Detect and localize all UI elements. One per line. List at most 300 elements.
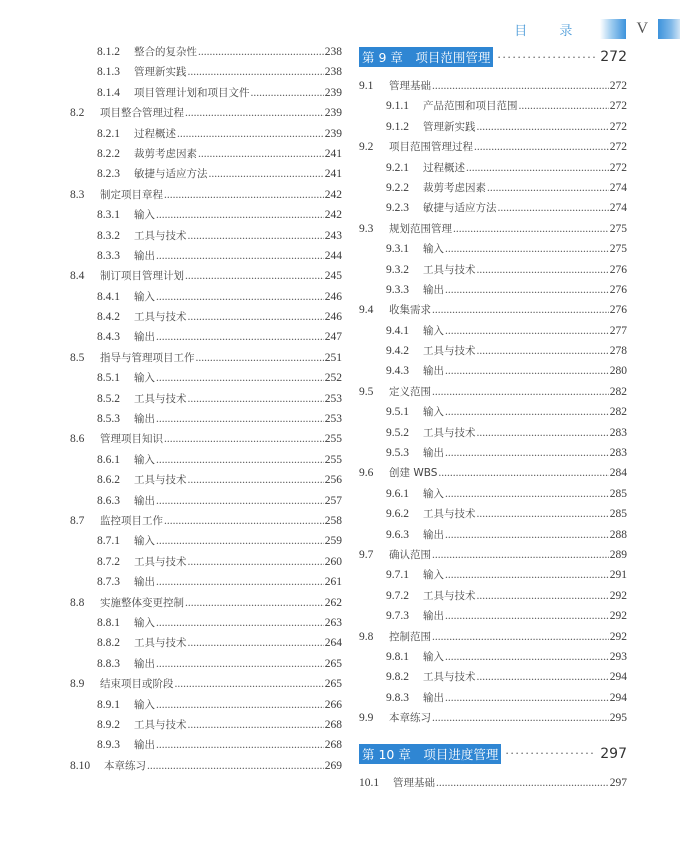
- section-number: 8.4.2: [97, 311, 120, 324]
- toc-entry[interactable]: [70, 431, 342, 451]
- leader-dots: [156, 331, 324, 343]
- section-page: 268: [324, 718, 342, 731]
- section-title: 工具与技术: [134, 229, 187, 242]
- section-title: 输出: [134, 249, 155, 262]
- leader-dots: [188, 311, 324, 323]
- leader-dots: [477, 264, 609, 276]
- section-title: 管理基础: [389, 80, 431, 92]
- toc-entry[interactable]: [359, 567, 627, 587]
- section-number: 9.2.2: [386, 181, 409, 194]
- section-page: 272: [609, 120, 627, 133]
- section-number: 9.1.2: [386, 120, 409, 133]
- chapter-page: 297: [600, 745, 627, 762]
- section-page: 283: [609, 426, 627, 439]
- leader-dots: [445, 569, 609, 581]
- section-page: 272: [609, 100, 627, 113]
- toc-entry[interactable]: [70, 697, 342, 717]
- section-title: 输出: [423, 283, 444, 296]
- section-title: 制订项目管理计划: [100, 270, 184, 283]
- section-page: 259: [324, 535, 342, 548]
- section-page: 239: [324, 127, 342, 140]
- toc-entry[interactable]: [70, 595, 342, 615]
- section-title: 输出: [134, 576, 155, 589]
- section-title: 产品范围和项目范围: [423, 100, 518, 113]
- section-title: 工具与技术: [134, 718, 187, 731]
- leader-dots: [156, 291, 324, 303]
- leader-dots: [188, 556, 324, 568]
- section-page: 261: [324, 576, 342, 589]
- toc-entry[interactable]: [70, 370, 342, 390]
- leader-dots: [432, 80, 609, 92]
- toc-entry[interactable]: [70, 44, 342, 64]
- section-number: 9.2.1: [386, 161, 409, 174]
- leader-dots: [196, 352, 324, 364]
- section-title: 整合的复杂性: [134, 46, 197, 58]
- chapter-10-heading[interactable]: [359, 743, 627, 765]
- section-title: 输入: [134, 616, 155, 629]
- section-number: 9.8.3: [386, 691, 409, 704]
- toc-entry[interactable]: [359, 465, 627, 485]
- section-number: 9.9: [359, 712, 374, 725]
- leader-dots: [432, 304, 609, 316]
- leader-dots: [519, 100, 609, 112]
- section-page: 276: [609, 304, 627, 317]
- section-page: 292: [609, 589, 627, 602]
- leader-dots: [156, 495, 324, 507]
- section-number: 9.6: [359, 467, 374, 480]
- toc-entry[interactable]: [70, 635, 342, 655]
- section-page: 275: [609, 222, 627, 235]
- leader-dots: [156, 576, 324, 588]
- toc-entry[interactable]: [359, 384, 627, 404]
- toc-entry[interactable]: [70, 758, 342, 778]
- header-decoration-right: [658, 19, 680, 39]
- leader-dots: [188, 474, 324, 486]
- toc-entry[interactable]: [70, 350, 342, 370]
- section-title: 输入: [423, 487, 444, 500]
- leader-dots: [477, 121, 609, 133]
- section-number: 8.2.1: [97, 127, 120, 140]
- section-title: 工具与技术: [423, 671, 476, 684]
- toc-entry[interactable]: [70, 329, 342, 349]
- section-number: 8.8.2: [97, 637, 120, 650]
- section-page: 239: [324, 107, 342, 120]
- section-number: 9.5.1: [386, 406, 409, 419]
- section-number: 8.6.2: [97, 474, 120, 487]
- section-title: 制定项目章程: [100, 188, 163, 201]
- toc-entry[interactable]: [70, 166, 342, 186]
- section-number: 9.3.2: [386, 263, 409, 276]
- section-page: 246: [324, 290, 342, 303]
- section-title: 收集需求: [389, 304, 431, 317]
- toc-entry[interactable]: [359, 78, 627, 98]
- toc-entry[interactable]: [359, 98, 627, 118]
- section-page: 282: [609, 406, 627, 419]
- section-title: 输入: [423, 569, 444, 582]
- section-title: 实施整体变更控制: [100, 596, 184, 609]
- leader-dots: [432, 631, 609, 643]
- section-page: 241: [324, 147, 342, 160]
- section-page: 253: [324, 392, 342, 405]
- section-page: 276: [609, 263, 627, 276]
- leader-dots: [505, 747, 596, 760]
- toc-entry[interactable]: [359, 425, 627, 445]
- leader-dots: [445, 365, 609, 377]
- section-number: 9.4.3: [386, 365, 409, 378]
- section-title: 管理新实践: [134, 66, 187, 79]
- section-number: 8.9.1: [97, 698, 120, 711]
- section-page: 265: [324, 657, 342, 670]
- section-number: 8.5.2: [97, 392, 120, 405]
- section-page: 244: [324, 249, 342, 262]
- section-title: 工具与技术: [134, 555, 187, 568]
- section-number: 8.6: [70, 433, 85, 446]
- leader-dots: [445, 447, 609, 459]
- toc-entry[interactable]: [359, 710, 627, 730]
- section-page: 238: [324, 66, 342, 79]
- toc-entry[interactable]: [359, 669, 627, 689]
- leader-dots: [477, 345, 609, 357]
- section-page: 263: [324, 616, 342, 629]
- section-number: 9.5: [359, 385, 374, 398]
- leader-dots: [188, 637, 324, 649]
- toc-entry[interactable]: [70, 187, 342, 207]
- section-title: 工具与技术: [423, 426, 476, 439]
- section-title: 输出: [134, 494, 155, 507]
- section-number: 9.6.3: [386, 528, 409, 541]
- section-title: 控制范围: [389, 630, 431, 643]
- leader-dots: [438, 467, 608, 479]
- section-number: 8.3: [70, 188, 85, 201]
- section-number: 8.9.3: [97, 739, 120, 752]
- section-page: 272: [609, 141, 627, 154]
- section-title: 输入: [423, 324, 444, 337]
- section-number: 8.1.2: [97, 46, 120, 58]
- toc-entry[interactable]: [359, 262, 627, 282]
- toc-entry[interactable]: [70, 228, 342, 248]
- section-page: 257: [324, 494, 342, 507]
- section-number: 8.4.1: [97, 290, 120, 303]
- leader-dots: [156, 250, 324, 262]
- section-title: 裁剪考虑因素: [134, 147, 197, 160]
- section-number: 9.5.3: [386, 447, 409, 460]
- section-page: 272: [609, 161, 627, 174]
- section-number: 8.6.3: [97, 494, 120, 507]
- section-number: 9.5.2: [386, 426, 409, 439]
- section-title: 输出: [134, 413, 155, 426]
- section-title: 输出: [134, 739, 155, 752]
- section-page: 243: [324, 229, 342, 242]
- section-title: 定义范围: [389, 385, 431, 398]
- toc-entry[interactable]: [359, 343, 627, 363]
- toc-entry[interactable]: [359, 506, 627, 526]
- toc-entry[interactable]: [359, 119, 627, 139]
- section-page: 239: [324, 86, 342, 99]
- toc-entry[interactable]: [359, 200, 627, 220]
- leader-dots: [156, 658, 324, 670]
- section-title: 工具与技术: [423, 508, 476, 521]
- toc-entry[interactable]: [359, 323, 627, 343]
- leader-dots: [188, 393, 324, 405]
- chapter-page: 272: [600, 49, 627, 65]
- toc-entry[interactable]: [359, 241, 627, 261]
- leader-dots: [209, 168, 324, 180]
- section-number: 8.5: [70, 351, 85, 364]
- section-title: 创建 WBS: [389, 467, 438, 480]
- section-page: 284: [609, 467, 627, 480]
- section-page: 264: [324, 637, 342, 650]
- leader-dots: [156, 454, 324, 466]
- toc-entry[interactable]: [359, 547, 627, 567]
- leader-dots: [432, 712, 609, 724]
- section-number: 8.3.1: [97, 209, 120, 222]
- section-page: 245: [324, 270, 342, 283]
- page-header: [514, 18, 680, 40]
- section-title: 输出: [423, 691, 444, 704]
- section-page: 253: [324, 413, 342, 426]
- toc-entry[interactable]: [70, 554, 342, 574]
- toc-entry[interactable]: [70, 411, 342, 431]
- section-title: 本章练习: [389, 712, 431, 725]
- toc-entry[interactable]: [359, 527, 627, 547]
- leader-dots: [198, 46, 324, 58]
- header-title: 目 录: [514, 23, 587, 39]
- toc-entry[interactable]: [359, 588, 627, 608]
- section-title: 工具与技术: [134, 637, 187, 650]
- leader-dots: [445, 406, 609, 418]
- section-page: 238: [324, 46, 342, 58]
- leader-dots: [432, 549, 609, 561]
- section-page: 258: [324, 514, 342, 527]
- leader-dots: [445, 692, 609, 704]
- section-title: 输入: [134, 290, 155, 303]
- toc-entry[interactable]: [70, 309, 342, 329]
- section-title: 输出: [423, 365, 444, 378]
- section-number: 9.7.1: [386, 569, 409, 582]
- leader-dots: [445, 488, 609, 500]
- section-title: 工具与技术: [134, 311, 187, 324]
- section-number: 8.6.1: [97, 453, 120, 466]
- leader-dots: [453, 223, 609, 235]
- toc-entry[interactable]: [359, 486, 627, 506]
- section-number: 9.8: [359, 630, 374, 643]
- section-number: 8.3.3: [97, 249, 120, 262]
- section-page: 294: [609, 691, 627, 704]
- section-title: 输入: [134, 209, 155, 222]
- section-page: 262: [324, 596, 342, 609]
- section-number: 8.2: [70, 107, 85, 120]
- section-number: 9.7.2: [386, 589, 409, 602]
- leader-dots: [432, 386, 609, 398]
- section-number: 9.1: [359, 80, 374, 92]
- section-title: 管理项目知识: [100, 433, 163, 446]
- section-number: 9.2.3: [386, 202, 409, 215]
- section-page: 280: [609, 365, 627, 378]
- toc-entry[interactable]: [359, 608, 627, 628]
- section-page: 252: [324, 372, 342, 385]
- toc-entry[interactable]: [70, 146, 342, 166]
- section-title: 管理基础: [393, 776, 435, 789]
- toc-entry[interactable]: [70, 391, 342, 411]
- toc-entry[interactable]: [70, 676, 342, 696]
- leader-dots: [156, 699, 324, 711]
- chapter-10-entries: [359, 775, 627, 795]
- toc-entry[interactable]: [359, 445, 627, 465]
- leader-dots: [185, 107, 324, 119]
- chapter-9-heading[interactable]: [359, 46, 627, 68]
- toc-entry[interactable]: [70, 289, 342, 309]
- section-number: 9.8.1: [386, 650, 409, 663]
- section-title: 输出: [423, 447, 444, 460]
- header-decoration-left: [600, 19, 626, 39]
- section-title: 项目整合管理过程: [100, 107, 184, 120]
- toc-entry[interactable]: [70, 574, 342, 594]
- toc-entry[interactable]: [70, 64, 342, 84]
- leader-dots: [466, 162, 609, 174]
- toc-entry[interactable]: [70, 533, 342, 553]
- leader-dots: [185, 270, 324, 282]
- leader-dots: [474, 141, 609, 153]
- toc-entry[interactable]: [359, 221, 627, 241]
- section-page: 268: [324, 739, 342, 752]
- section-title: 项目管理计划和项目文件: [134, 86, 250, 99]
- leader-dots: [156, 372, 324, 384]
- section-page: 293: [609, 650, 627, 663]
- leader-dots: [487, 182, 609, 194]
- leader-dots: [147, 760, 324, 772]
- toc-entry[interactable]: [70, 472, 342, 492]
- leader-dots: [445, 325, 609, 337]
- toc-entry[interactable]: [359, 363, 627, 383]
- section-title: 输入: [134, 372, 155, 385]
- section-page: 289: [609, 548, 627, 561]
- leader-dots: [164, 515, 324, 527]
- section-page: 276: [609, 283, 627, 296]
- section-page: 283: [609, 447, 627, 460]
- section-page: 256: [324, 474, 342, 487]
- section-title: 项目范围管理过程: [389, 141, 473, 154]
- toc-entry[interactable]: [359, 302, 627, 322]
- toc-entry[interactable]: [359, 160, 627, 180]
- section-number: 8.5.3: [97, 413, 120, 426]
- section-number: 10.1: [359, 776, 380, 789]
- toc-entry[interactable]: [359, 649, 627, 669]
- section-number: 8.7: [70, 514, 85, 527]
- section-page: 242: [324, 209, 342, 222]
- toc-entry[interactable]: [70, 615, 342, 635]
- toc-entry[interactable]: [359, 690, 627, 710]
- section-title: 过程概述: [423, 161, 465, 174]
- leader-dots: [498, 202, 609, 214]
- section-page: 242: [324, 188, 342, 201]
- section-title: 输出: [134, 657, 155, 670]
- section-page: 247: [324, 331, 342, 344]
- section-page: 272: [609, 80, 627, 92]
- leader-dots: [477, 590, 609, 602]
- toc-entry[interactable]: [359, 282, 627, 302]
- section-number: 8.1.4: [97, 86, 120, 99]
- section-page: 297: [609, 776, 627, 789]
- chapter-9-entries: [359, 78, 627, 731]
- toc-entry[interactable]: [359, 629, 627, 649]
- section-number: 8.7.3: [97, 576, 120, 589]
- section-title: 输出: [134, 331, 155, 344]
- toc-entry[interactable]: [70, 207, 342, 227]
- section-title: 输出: [423, 528, 444, 541]
- section-page: 255: [324, 453, 342, 466]
- toc-entry[interactable]: [70, 105, 342, 125]
- leader-dots: [445, 243, 609, 255]
- toc-entry[interactable]: [359, 180, 627, 200]
- section-page: 292: [609, 630, 627, 643]
- section-number: 8.8: [70, 596, 85, 609]
- toc-entry[interactable]: [359, 139, 627, 159]
- section-number: 9.7.3: [386, 610, 409, 623]
- leader-dots: [185, 597, 324, 609]
- toc-entry[interactable]: [70, 85, 342, 105]
- section-page: 282: [609, 385, 627, 398]
- section-page: 294: [609, 671, 627, 684]
- section-title: 工具与技术: [423, 589, 476, 602]
- leader-dots: [477, 427, 609, 439]
- section-number: 9.4.2: [386, 345, 409, 358]
- toc-entry[interactable]: [70, 513, 342, 533]
- section-number: 8.9: [70, 678, 85, 691]
- toc-entry[interactable]: [70, 737, 342, 757]
- section-number: 9.3: [359, 222, 374, 235]
- section-title: 输入: [423, 650, 444, 663]
- leader-dots: [445, 529, 609, 541]
- toc-entry[interactable]: [359, 775, 627, 795]
- section-title: 结束项目或阶段: [100, 678, 174, 691]
- toc-entry[interactable]: [70, 717, 342, 737]
- toc-entry[interactable]: [70, 493, 342, 513]
- page-number: V: [636, 20, 648, 37]
- toc-right-column: [359, 44, 627, 795]
- section-page: 291: [609, 569, 627, 582]
- toc-entry[interactable]: [70, 452, 342, 472]
- leader-dots: [156, 617, 324, 629]
- section-number: 8.1.3: [97, 66, 120, 79]
- section-number: 9.8.2: [386, 671, 409, 684]
- section-number: 8.2.3: [97, 168, 120, 181]
- section-title: 输入: [134, 698, 155, 711]
- leader-dots: [477, 508, 609, 520]
- section-number: 9.6.1: [386, 487, 409, 500]
- section-number: 8.8.3: [97, 657, 120, 670]
- section-number: 9.4.1: [386, 324, 409, 337]
- leader-dots: [445, 651, 609, 663]
- section-title: 监控项目工作: [100, 514, 163, 527]
- section-title: 输入: [423, 406, 444, 419]
- toc-entry[interactable]: [70, 268, 342, 288]
- chapter-title: 第 9 章 项目范围管理: [359, 47, 493, 67]
- section-page: 288: [609, 528, 627, 541]
- section-page: 275: [609, 243, 627, 256]
- section-number: 9.4: [359, 304, 374, 317]
- section-title: 输出: [423, 610, 444, 623]
- section-title: 工具与技术: [423, 263, 476, 276]
- section-title: 敏捷与适应方法: [134, 168, 208, 181]
- toc-entry[interactable]: [70, 248, 342, 268]
- section-page: 277: [609, 324, 627, 337]
- toc-entry[interactable]: [359, 404, 627, 424]
- toc-entry[interactable]: [70, 656, 342, 676]
- toc-entry[interactable]: [70, 126, 342, 146]
- section-page: 269: [324, 759, 342, 772]
- section-number: 9.3.3: [386, 283, 409, 296]
- section-title: 输入: [423, 243, 444, 256]
